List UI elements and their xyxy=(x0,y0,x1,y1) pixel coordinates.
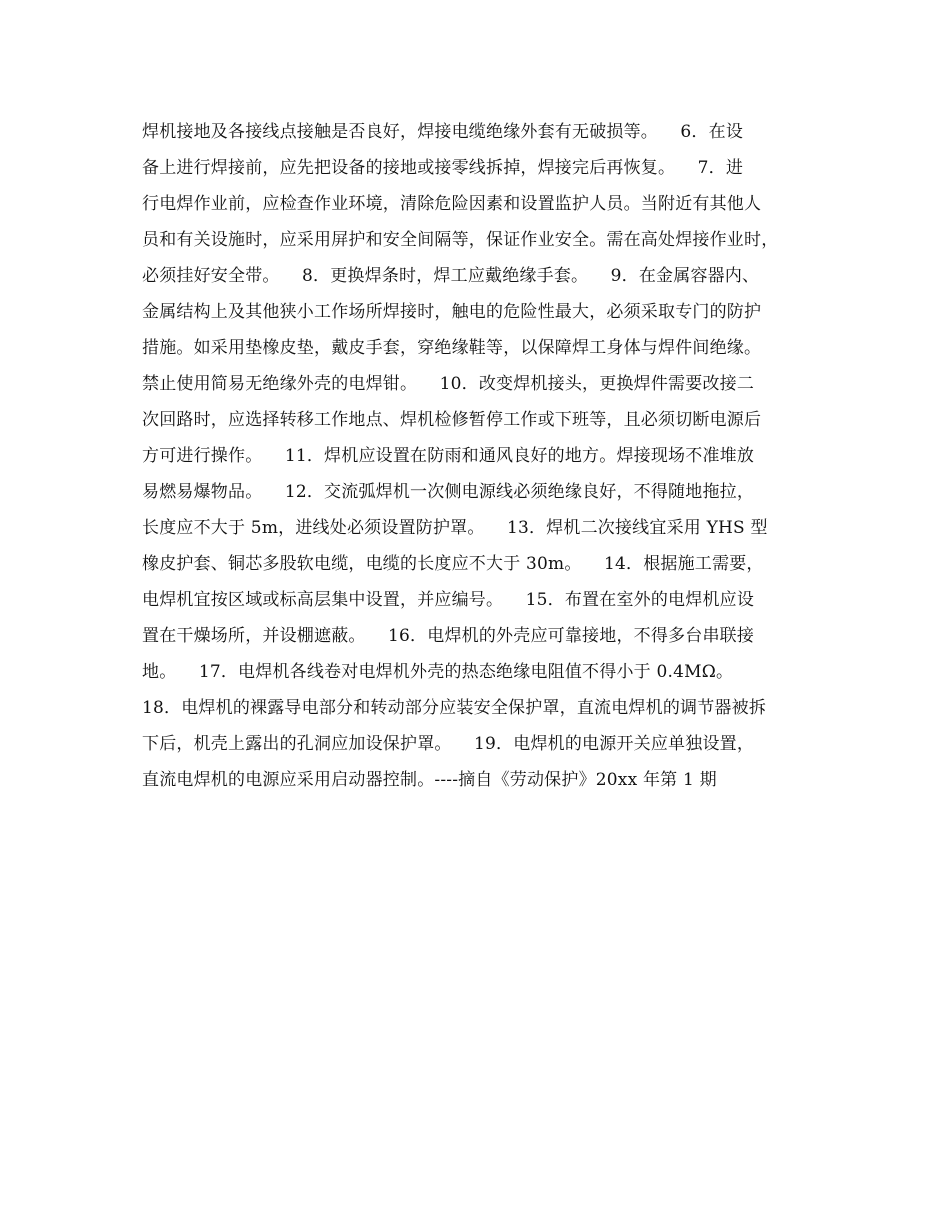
text-line: 橡皮护套、铜芯多股软电缆，电缆的长度应不大于 30m。 14．根据施工需要， xyxy=(142,554,764,574)
text-line: 焊机接地及各接线点接触是否良好，焊接电缆绝缘外套有无破损等。 6．在设 xyxy=(142,122,744,142)
text-line: 措施。如采用垫橡皮垫，戴皮手套，穿绝缘鞋等，以保障焊工身体与焊件间绝缘。 xyxy=(142,338,762,358)
text-line: 必须挂好安全带。 8．更换焊条时，焊工应戴绝缘手套。 9．在金属容器内、 xyxy=(142,266,760,286)
text-line: 备上进行焊接前，应先把设备的接地或接零线拆掉，焊接完后再恢复。 7．进 xyxy=(142,158,744,178)
text-line: 易燃易爆物品。 12．交流弧焊机一次侧电源线必须绝缘良好，不得随地拖拉， xyxy=(142,482,755,502)
text-line: 地。 17．电焊机各线卷对电焊机外壳的热态绝缘电阻值不得小于 0.4MΩ。 xyxy=(142,662,734,682)
text-line: 置在干燥场所，并设棚遮蔽。 16．电焊机的外壳应可靠接地，不得多台串联接 xyxy=(142,626,755,646)
text-line: 18．电焊机的裸露导电部分和转动部分应装安全保护罩，直流电焊机的调节器被拆 xyxy=(142,698,767,718)
source-citation-line: 直流电焊机的电源应采用启动器控制。----摘自《劳动保护》20xx 年第 1 期 xyxy=(142,770,717,790)
text-line: 员和有关设施时，应采用屏护和安全间隔等，保证作业安全。需在高处焊接作业时， xyxy=(142,230,779,250)
text-line: 长度应不大于 5m，进线处必须设置防护罩。 13．焊机二次接线宜采用 YHS 型 xyxy=(142,518,768,538)
text-line: 金属结构上及其他狭小工作场所焊接时，触电的危险性最大，必须采取专门的防护 xyxy=(142,302,762,322)
text-line: 方可进行操作。 11．焊机应设置在防雨和通风良好的地方。焊接现场不准堆放 xyxy=(142,446,755,466)
text-line: 行电焊作业前，应检查作业环境，清除危险因素和设置监护人员。当附近有其他人 xyxy=(142,194,762,214)
document-body xyxy=(142,114,822,798)
text-line: 下后，机壳上露出的孔洞应加设保护罩。 19．电焊机的电源开关应单独设置， xyxy=(142,734,755,754)
text-line: 电焊机宜按区域或标高层集中设置，并应编号。 15．布置在室外的电焊机应设 xyxy=(142,590,755,610)
text-line: 次回路时，应选择转移工作地点、焊机检修暂停工作或下班等，且必须切断电源后 xyxy=(142,410,762,430)
text-line: 禁止使用简易无绝缘外壳的电焊钳。 10．改变焊机接头，更换焊件需要改接二 xyxy=(142,374,755,394)
